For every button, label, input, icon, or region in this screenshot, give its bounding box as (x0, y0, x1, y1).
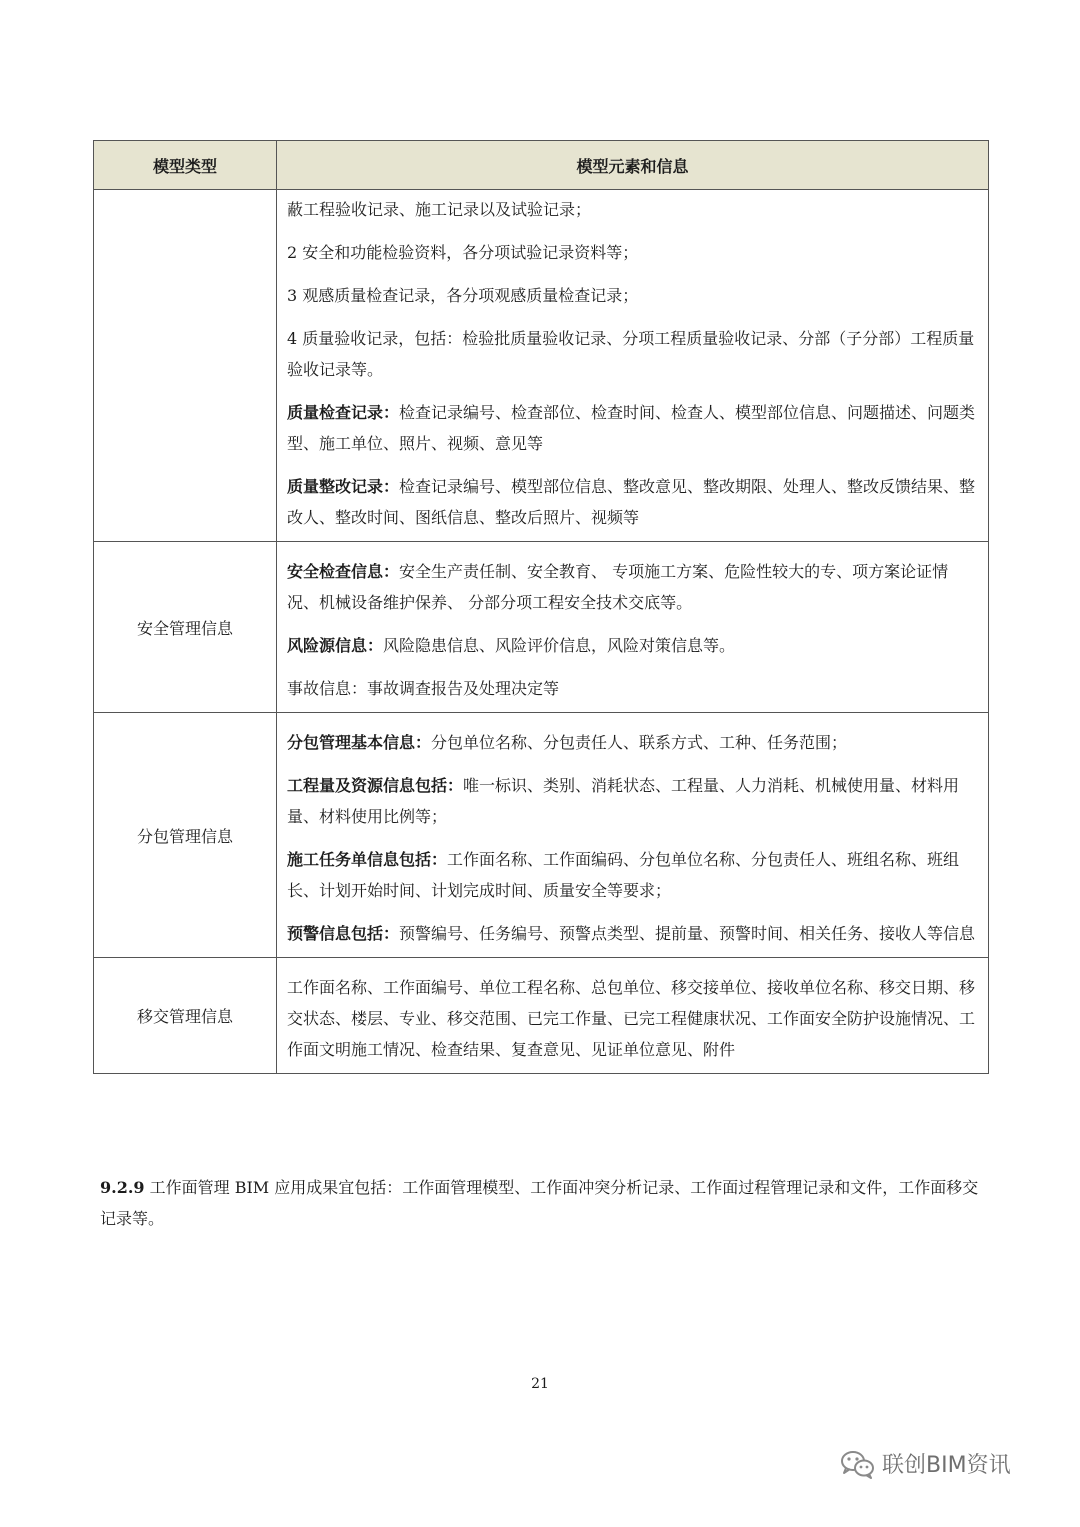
info-text: 4 质量验收记录，包括：检验批质量验收记录、分项工程质量验收记录、分部（子分部）工程质量验收记录等。 (287, 329, 975, 379)
wechat-icon (840, 1449, 876, 1479)
table-row (94, 958, 989, 1074)
info-text: 检查记录编号、检查部位、检查时间、检查人、模型部位信息、问题描述、问题类型、施工单位、照片、视频、意见等 (287, 403, 976, 453)
info-text: 3 观感质量检查记录，各分项观感质量检查记录； (287, 286, 639, 305)
info-text: 唯一标识、类别、消耗状态、工程量、人力消耗、机械使用量、材料用量、材料使用比例等； (287, 776, 960, 826)
info-line (287, 770, 980, 832)
info-text: 工作面名称、工作面编号、单位工程名称、总包单位、移交接单位、接收单位名称、移交日期、移交状态、楼层、专业、移交范围、已完工作量、已完工程健康状况、工作面安全防护设施情况、工作面文明施工情况、检查结果、复查意见、见证单位意见、附件 (287, 978, 976, 1059)
info-label: 工程量及资源信息包括： (287, 776, 464, 795)
info-line (287, 918, 980, 949)
header-model-elements: 模型元素和信息 (277, 141, 989, 190)
info-line (287, 844, 980, 906)
info-line (287, 237, 980, 268)
info-text: 分包单位名称、分包责任人、联系方式、工种、任务范围； (431, 733, 848, 752)
info-label: 风险源信息： (287, 636, 384, 655)
section-number: 9.2.9 (100, 1178, 145, 1197)
info-text: 安全生产责任制、安全教育、 专项施工方案、危险性较大的专、项方案论证情况、机械设备维护保养、 分部分项工程安全技术交底等。 (287, 562, 949, 612)
watermark-text: 联创BIM资讯 (882, 1453, 1011, 1478)
table-row (94, 190, 989, 542)
info-text: 检查记录编号、模型部位信息、整改意见、整改期限、处理人、整改反馈结果、整改人、整改时间、图纸信息、整改后照片、视频等 (287, 477, 976, 527)
model-info-cell (277, 542, 989, 713)
info-text: 2 安全和功能检验资料，各分项试验记录资料等； (287, 243, 639, 262)
info-text: 风险隐患信息、风险评价信息，风险对策信息等。 (383, 636, 736, 655)
info-line (287, 194, 980, 225)
info-line (287, 673, 980, 704)
info-line (287, 397, 980, 459)
info-label: 质量检查记录： (287, 403, 400, 422)
info-label: 安全检查信息： (287, 562, 400, 581)
model-type-cell: 安全管理信息 (94, 542, 277, 713)
info-line (287, 556, 980, 618)
info-label: 分包管理基本信息： (287, 733, 432, 752)
info-text: 工作面名称、工作面编码、分包单位名称、分包责任人、班组名称、班组长、计划开始时间、计划完成时间、质量安全等要求； (287, 850, 960, 900)
info-line (287, 280, 980, 311)
watermark (840, 1448, 1011, 1479)
info-label: 质量整改记录： (287, 477, 400, 496)
table-header-row (94, 141, 989, 190)
table-row (94, 542, 989, 713)
info-line (287, 972, 980, 1065)
model-type-cell: 分包管理信息 (94, 713, 277, 958)
info-line (287, 471, 980, 533)
info-text: 事故信息：事故调查报告及处理决定等 (287, 679, 560, 698)
model-type-cell (94, 190, 277, 542)
model-info-table (93, 140, 989, 1074)
info-line (287, 323, 980, 385)
header-model-type: 模型类型 (94, 141, 277, 190)
info-line (287, 630, 980, 661)
page-number: 21 (531, 1376, 549, 1392)
info-label: 预警信息包括： (287, 924, 400, 943)
model-info-cell (277, 190, 989, 542)
table-row (94, 713, 989, 958)
model-info-cell (277, 958, 989, 1074)
info-line (287, 727, 980, 758)
model-info-cell (277, 713, 989, 958)
section-paragraph (100, 1172, 985, 1234)
info-label: 施工任务单信息包括： (287, 850, 448, 869)
model-type-cell: 移交管理信息 (94, 958, 277, 1074)
info-text: 蔽工程验收记录、施工记录以及试验记录； (287, 200, 592, 219)
section-text: 工作面管理 BIM 应用成果宜包括：工作面管理模型、工作面冲突分析记录、工作面过程管理记录和文件，工作面移交记录等。 (100, 1178, 979, 1228)
info-text: 预警编号、任务编号、预警点类型、提前量、预警时间、相关任务、接收人等信息 (399, 924, 976, 943)
